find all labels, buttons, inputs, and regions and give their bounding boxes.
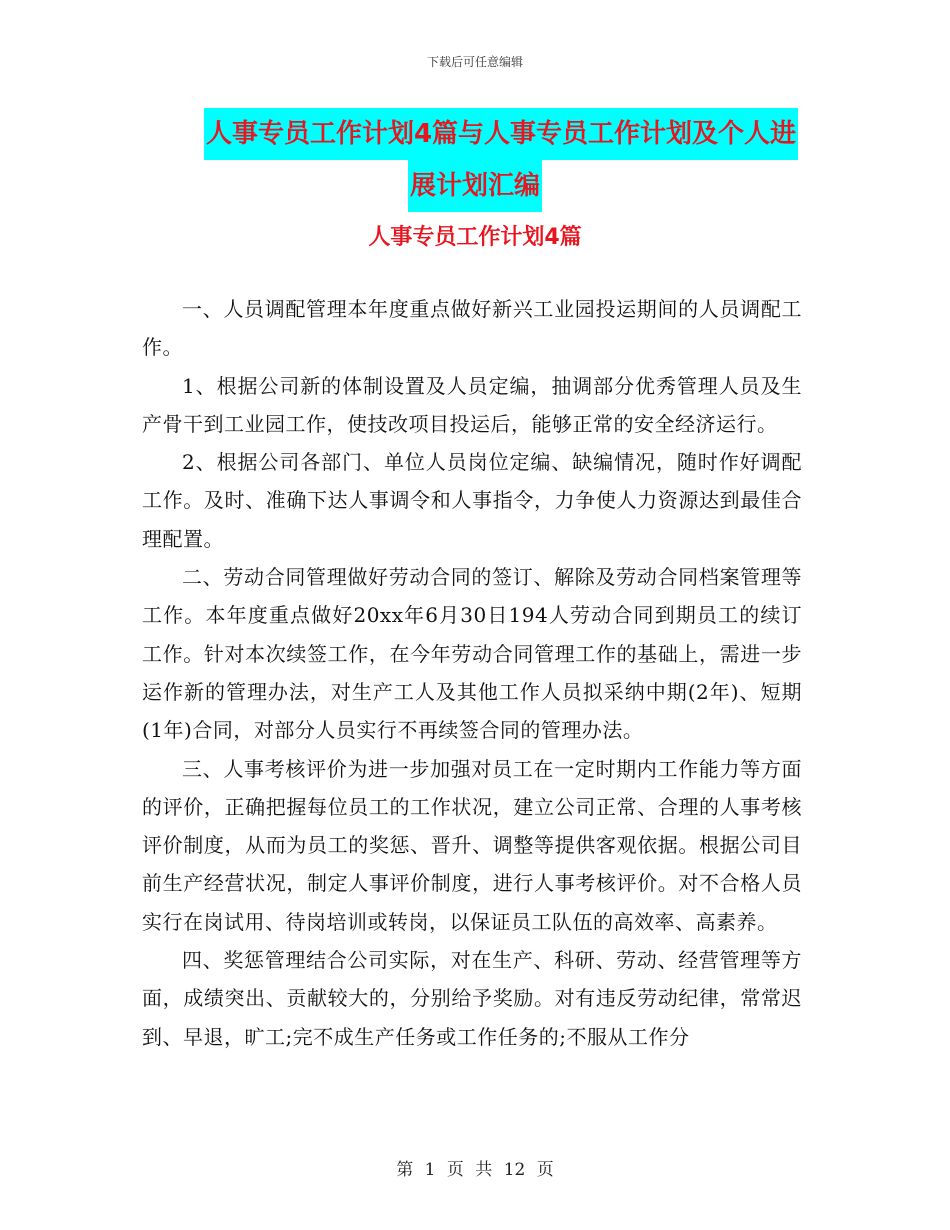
document-title-line-1: 人事专员工作计划4篇与人事专员工作计划及个人进 <box>204 108 798 160</box>
document-title <box>0 108 950 212</box>
paragraph: 一、人员调配管理本年度重点做好新兴工业园投运期间的人员调配工作。 <box>142 297 802 360</box>
page-footer: 第 1 页 共 12 页 <box>396 1160 554 1180</box>
header-note: 下载后可任意编辑 <box>426 55 523 69</box>
paragraph: 1、根据公司新的体制设置及人员定编，抽调部分优秀管理人员及生产骨干到工业园工作，使技改项目投运后，能够正常的安全经济运行。 <box>142 373 802 436</box>
section-title: 人事专员工作计划4篇 <box>368 225 582 250</box>
paragraph: 四、奖惩管理结合公司实际，对在生产、科研、劳动、经营管理等方面，成绩突出、贡献较大的，分别给予奖励。对有违反劳动纪律，常常迟到、早退，旷工;完不成生产任务或工作任务的;不服从工作分 <box>142 948 802 1049</box>
paragraph: 2、根据公司各部门、单位人员岗位定编、缺编情况，随时作好调配工作。及时、准确下达人事调令和人事指令，力争使人力资源达到最佳合理配置。 <box>142 450 802 551</box>
document-body <box>142 290 802 1056</box>
paragraph: 二、劳动合同管理做好劳动合同的签订、解除及劳动合同档案管理等工作。本年度重点做好20xx年6月30日194人劳动合同到期员工的续订工作。针对本次续签工作，在今年劳动合同管理工作的基础上，需进一步运作新的管理办法，对生产工人及其他工作人员拟采纳中期(2年)、短期(1年)合同，对部分人员实行不再续签合同的管理办法。 <box>142 565 802 743</box>
document-title-line-2: 展计划汇编 <box>408 160 542 212</box>
paragraph: 三、人事考核评价为进一步加强对员工在一定时期内工作能力等方面的评价，正确把握每位员工的工作状况，建立公司正常、合理的人事考核评价制度，从而为员工的奖惩、晋升、调整等提供客观依据。根据公司目前生产经营状况，制定人事评价制度，进行人事考核评价。对不合格人员实行在岗试用、待岗培训或转岗，以保证员工队伍的高效率、高素养。 <box>142 756 802 934</box>
